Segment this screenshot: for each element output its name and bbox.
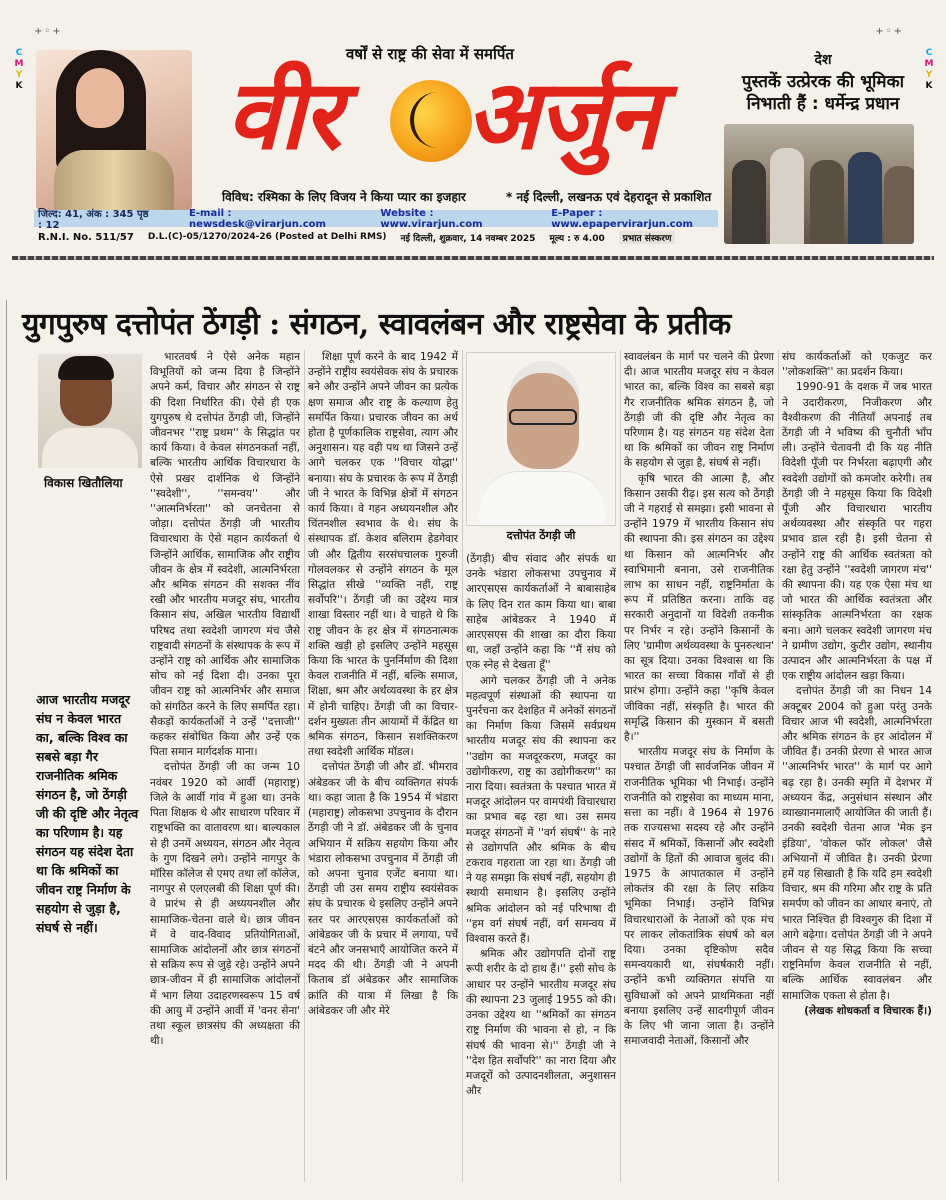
archer-emblem-icon	[390, 80, 472, 162]
masthead-divider	[12, 256, 934, 260]
publication-cities: * नई दिल्ली, लखनऊ एवं देहरादून से प्रकाशित	[506, 190, 712, 204]
issue-number: जिल्द: 41, अंक : 345 पृष्ठ : 12	[38, 209, 149, 231]
article-column-3	[466, 552, 616, 1185]
paragraph: दत्तोपंत ठेंगड़ी जी और डॉ. भीमराव अंबेडकर जी के बीच व्यक्तिगत संपर्क था। कहा जाता है कि 1954 में भंडारा (महाराष्ट्र) लोकसभा उपचुनाव के दौरान ठेंगड़ी जी ने डॉ. अंबेडकर जी के चुनाव अभियान में सक्रिय सहयोग किया और भंडारा लोकसभा उपचुनाव में ठेंगड़ी जी को अपना चुनाव एजेंट बनाया था। ठेंगड़ी जी उस समय राष्ट्रीय स्वयंसेवक संघ के प्रचारक थे इसलिए उन्होंने अपने स्तर पर आरएसएस कार्यकर्ताओं को आंबेडकर जी के प्रचार में लगाया, पर्चे बंटने और जनसभाएँ आयोजित करने में मदद की थी। ठेंगड़ी जी ने अपनी किताब डॉ अंबेडकर और सामाजिक क्रांति की यात्रा में लिखा है कि आंबेडकर जी और मेरे	[308, 761, 458, 1017]
paragraph: भारतीय मजदूर संघ के निर्माण के पश्चात ठेंगड़ी जी सार्वजनिक जीवन में राजनीतिक भूमिका भी निभाई। उन्होंने राजनीति को राष्ट्रसेवा का माध्यम माना, सत्ता का नहीं। वे 1964 से 1976 तक राज्यसभा सदस्य रहे और उन्होंने संसद में श्रमिकों, किसानों और स्वदेशी उद्योगों के हितों की आवाज बुलंद की। 1975 के आपातकाल में उन्होंने लोकतंत्र की रक्षा के लिए सक्रिय भूमिका निभाई। उन्होंने विभिन्न विचारधाराओं के नेताओं को एक मंच पर लाकर लोकतांत्रिक संघर्ष को बल दिया। उनका दृष्टिकोण सदैव समन्वयकारी था, संघर्षकारी नहीं। उन्होंने कभी व्यक्तिगत संपत्ति या सुविधाओं को अपने प्राथमिकता नहीं बनाया इसलिए उन्हें सादगीपूर्ण जीवन के लिए भी जाना जाता है। उन्होंने समाजवादी नेताओं, किसानों और	[624, 746, 774, 1048]
side-teaser[interactable]	[728, 50, 918, 115]
price: मूल्य : रु 4.00	[549, 233, 605, 244]
logo-word-veer: वीर	[226, 58, 340, 171]
paragraph: श्रमिक और उद्योगपति दोनों राष्ट्र रूपी शरीर के दो हाथ हैं।'' इसी सोच के आधार पर उन्होंने भारतीय मजदूर संघ की स्थापना 23 जुलाई 1955 को की। उनका उद्देश्य था ''श्रमिकों का संगठन राष्ट्र निर्माण की भावना से हो, न कि संघर्ष की भावना से।'' ठेंगड़ी जी ने ''देश हित सर्वोपरि'' का नारा दिया और मजदूरों को उत्पादनशीलता, अनुशासन और	[466, 948, 616, 1098]
article-column-2	[308, 350, 458, 1185]
cmyk-color-bar: C M Y K	[14, 48, 24, 91]
article-column-5	[782, 350, 932, 1185]
epaper-link[interactable]: E-Paper : www.epapervirarjun.com	[551, 207, 693, 230]
paragraph: स्वावलंबन के मार्ग पर चलने की प्रेरणा दी। आज भारतीय मजदूर संघ न केवल भारत का, बल्कि विश्व का सबसे बड़ा गैर राजनीतिक श्रमिक संगठन है, जो ठेंगड़ी जी की दृष्टि और नेतृत्व का परिणाम है। यह संगठन यह संदेश देता था कि श्रमिकों का जीवन राष्ट्र निर्माण के सहयोग से जुड़ा है, संघर्ष से नहीं।	[624, 351, 774, 470]
paragraph: दत्तोपंत ठेंगड़ी जी का निधन 14 अक्टूबर 2004 को हुआ परंतु उनके विचार आज भी स्वदेशी, आत्मनिर्भरता और श्रमिक संगठन के हर आंदोलन में जीवित हैं। उनकी प्रेरणा से भारत आज ''आत्मनिर्भर भारत'' के मार्ग पर आगे बढ़ रहा है। उनकी स्मृति में देशभर में अध्ययन केंद्र, अनुसंधान संस्थान और व्याख्यानमालाएँ आयोजित की जाती हैं। उनकी स्वदेशी चेतना आज 'मेक इन इंडिया', 'वोकल फॉर लोकल' जैसे अभियानों में जीवित है। उनकी प्रेरणा हमें यह सिखाती है कि यदि हम स्वदेशी विचार, श्रम की गरिमा और राष्ट्र के प्रति समर्पण को जीवन का आधार बनाएं, तो भारत निश्चित ही विश्वगुरु की दिशा में आगे बढ़ेगा। दत्तोपंत ठेंगड़ी जी ने अपने जीवन से यह सिद्ध किया कि सच्चा राष्ट्रनिर्माण केवल राजनीति से नहीं, बल्कि आर्थिक स्वावलंबन और सामाजिक एकता से होता है।	[782, 685, 932, 1002]
column-divider	[462, 350, 463, 1182]
side-teaser-photo[interactable]	[724, 124, 914, 244]
celebrity-teaser-caption[interactable]: विविध: रश्मिका के लिए विजय ने किया प्यार का इजहार	[222, 190, 466, 204]
rni-number: R.N.I. No. 511/57	[38, 231, 134, 243]
paragraph: दत्तोपंत ठेंगड़ी जी का जन्म 10 नवंबर 1920 को आर्वी (महाराष्ट्र) जिले के आर्वी गांव में हुआ था। उनके पिता शिक्षक थे और साधारण परिवार में राष्ट्रभक्ति का वातावरण था। बाल्यकाल से ही उनमें अध्ययन, संगठन और नेतृत्व के गुण दिखने लगे। उन्होंने नागपुर के मॉरिस कॉलेज से एमए तथा लॉ कॉलेज, नागपुर से एलएलबी की शिक्षा पूर्ण की। वे प्रारंभ से ही अध्ययनशील और सामाजिक-चेतना वाले थे। छात्र जीवन में वे वाद-विवाद प्रतियोगिताओं, सामाजिक आंदोलनों और छात्र संगठनों से सक्रिय रूप से जुड़े रहे। उन्होंने अपने छात्र-जीवन में ही सामाजिक आंदोलनों में भाग लिया उदाहरणस्वरूप 15 वर्ष की आयु में उन्होंने आर्वी में 'वनर सेना' तथा स्कूल छात्रसंघ की अध्यक्षता की थी।	[150, 761, 300, 1048]
paragraph: शिक्षा पूर्ण करने के बाद 1942 में उन्होंने राष्ट्रीय स्वयंसेवक संघ के प्रचारक बने और उन्होंने अपने जीवन का प्रत्येक क्षण समाज और राष्ट्र के कल्याण हेतु समर्पित किया। प्रचारक जीवन का अर्थ होता है पूर्णकालिक राष्ट्रसेवा, त्याग और अनुशासन। यह वही पथ था जिसने उन्हें आगे चलकर एक ''विचार योद्धा'' बनाया। संघ के प्रचारक के रूप में ठेंगड़ी जी ने भारत के विभिन्न क्षेत्रों में संगठन कार्य किया। वे गहन अध्ययनशील और चिंतनशील स्वभाव के थे। संघ के संस्थापक डॉ. केशव बलिराम हेडगेवार जी और द्वितीय सरसंघचालक गुरुजी गोलवलकर से उन्होंने संगठन के मूल सिद्धांत सीखे ''व्यक्ति नहीं, राष्ट्र सर्वोपरि''। ठेंगड़ी जी का उद्देश्य मात्र शाखा विस्तार नहीं था। वे चाहते थे कि राष्ट्र जीवन के हर क्षेत्र में संगठनात्मक शक्ति खड़ी हो इसलिए उन्होंने महसूस किया कि भारत के पुनर्निर्माण की दिशा केवल राजनीति में नहीं, बल्कि समाज, शिक्षा, श्रम और अर्थव्यवस्था के हर क्षेत्र में होनी चाहिए। ठेंगड़ी जी का विचार-दर्शन मुख्यतः तीन आयामों में केंद्रित था श्रमिक संगठन, किसान सशक्तिकरण तथा स्वदेशी आर्थिक मॉडल।	[308, 351, 458, 759]
cmyk-color-bar: C M Y K	[924, 48, 934, 91]
article-column-4	[624, 350, 774, 1185]
postal-registration: D.L.(C)-05/1270/2024-26 (Posted at Delhi RMS)	[147, 232, 387, 242]
masthead-tagline: वर्षों से राष्ट्र की सेवा में समर्पित	[346, 45, 514, 63]
article-column-1	[150, 350, 300, 1185]
pull-quote: आज भारतीय मजदूर संघ न केवल भारत का, बल्कि विश्व का सबसे बड़ा गैर राजनीतिक श्रमिक संगठन है, जो ठेंगड़ी जी की दृष्टि और नेतृत्व का परिणाम है। यह संगठन यह संदेश देता था कि श्रमिकों का जीवन राष्ट्र निर्माण के सहयोग से जुड़ा है, संघर्ष से नहीं।	[36, 692, 139, 935]
paragraph: कृषि भारत की आत्मा है, और किसान उसकी रीढ़। इस सत्य को ठेंगड़ी जी ने गहराई से समझा। इसी भावना से उन्होंने 1979 में भारतीय किसान संघ की स्थापना की। इस संगठन का उद्देश्य था किसान को आत्मनिर्भर और स्वाभिमानी बनाना, उसे राजनीतिक लाभ का साधन नहीं, राष्ट्रनिर्माता के रूप में प्रतिष्ठित करना। ताकि वह सरकारी अनुदानों या विदेशी तकनीक पर निर्भर न रहे। उन्होंने किसानों के लिए 'ग्रामीण अर्थव्यवस्था के पुनरुत्थान' का सूत्र दिया। उनका विश्वास था कि भारत का सच्चा विकास गाँवों से ही प्रारंभ होगा। उन्होंने कहा ''कृषि केवल जीविका नहीं, संस्कृति है। भारत की समृद्धि किसान की मुस्कान में बसती है।''	[624, 472, 774, 744]
paragraph: भारतवर्ष ने ऐसे अनेक महान विभूतियों को जन्म दिया है जिन्होंने अपने कर्म, विचार और संगठन से राष्ट्र की दिशा निर्धारित की। ऐसे ही एक युगपुरुष थे दत्तोपंत ठेंगड़ी जी, जिन्होंने जीवनभर ''राष्ट्र प्रथम'' के सिद्धांत पर कार्य किया। वे केवल संगठनकर्ता नहीं, बल्कि भारतीय आर्थिक विचारधारा के ऐसे प्रखर दार्शनिक थे जिन्होंने ''स्वदेशी'', ''समन्वय'' और ''आत्मनिर्भरता'' को जनचेतना से जोड़ा। दत्तोपंत ठेंगड़ी जी भारतीय विचारधारा के ऐसे महान कार्यकर्ता थे जिन्होंने आर्थिक, सामाजिक और राष्ट्रीय जीवन के क्षेत्र में स्वदेशी, आत्मनिर्भरता और श्रमिक संगठन की सशक्त नींव रखी और भारतीय मजदूर संघ, भारतीय किसान संघ, अखिल भारतीय विद्यार्थी परिषद तथा स्वदेशी जागरण मंच जैसे राष्ट्रवादी संगठनों के संस्थापक के रूप में उन्होंने राष्ट्र को आर्थिक और सामाजिक सोच को नई दिशा दी। उनका पूरा जीवन राष्ट्र को आत्मनिर्भर और समाज को संगठित करने के लिए समर्पित रहा। सैकड़ों कार्यकर्ताओं ने उन्हें ''दत्ताजी'' कहकर संबोधित किया और उन्हें एक पिता समान मार्गदर्शक माना।	[150, 351, 300, 759]
author-name: विकास खितौलिया	[44, 476, 123, 490]
registration-mark-icon: +◦+	[875, 26, 904, 37]
celebrity-teaser-photo[interactable]	[36, 50, 192, 210]
publication-date: नई दिल्ली, शुक्रवार, 14 नवम्बर 2025	[400, 233, 536, 244]
side-teaser-headline[interactable]: पुस्तकें उत्प्रेरक की भूमिका निभाती हैं : धर्मेन्द्र प्रधान	[741, 72, 905, 114]
paragraph: आगे चलकर ठेंगड़ी जी ने अनेक महत्वपूर्ण संस्थाओं की स्थापना या पुनर्रचना कर देशहित में अनेकों संगठनों का निर्माण किया जिसमें सर्वप्रथम भारतीय मजदूर संघ की स्थापना कर ''उद्योग का मजदूरकरण, मजदूर का उद्योगीकरण, राष्ट्र का उद्योगीकरण'' का नारा दिया। स्वतंत्रता के पश्चात भारत में मजदूर आंदोलन पर वामपंथी विचारधारा का प्रभाव बढ़ रहा था। उस समय मजदूर संगठनों में ''वर्ग संघर्ष'' के नारे से उद्योगपति और श्रमिक के बीच टकराव गहराता जा रहा था। ठेंगड़ी जी ने यह समझा कि संघर्ष नहीं, सहयोग ही स्थायी समाधान है। इसलिए उन्होंने श्रमिक आंदोलन को नई परिभाषा दी ''हम वर्ग संघर्ष नहीं, वर्ग समन्वय में विश्वास करते हैं।	[466, 674, 616, 946]
paragraph: संघ कार्यकर्ताओं को एकजुट कर ''लोकशक्ति'' का प्रदर्शन किया।	[782, 351, 932, 379]
contact-info-bar	[34, 207, 718, 231]
column-divider	[304, 350, 305, 1182]
email-link[interactable]: E-mail : newsdesk@virarjun.com	[189, 207, 326, 230]
masthead	[14, 26, 934, 248]
registration-bar	[34, 229, 718, 245]
registration-mark-icon: +◦+	[34, 26, 63, 37]
side-teaser-category: देश	[814, 52, 832, 68]
logo-word-arjun: अर्जुन	[466, 58, 658, 171]
author-note: (लेखक शोधकर्ता व विचारक हैं।)	[804, 1004, 932, 1017]
subject-portrait-photo	[466, 352, 616, 526]
newspaper-logo	[226, 60, 736, 180]
page-margin-rule	[6, 300, 12, 1180]
paragraph: (ठेंगड़ी) बीच संवाद और संपर्क था उनके भंडारा लोकसभा उपचुनाव में आरएसएस कार्यकर्ताओं ने बाबासाहेब के लिए दिन रात काम किया था। बाबा साहेब आंबेडकर ने 1940 में आरएसएस की शाखा का दौरा किया था, जहाँ उन्होंने कहा कि ''मैं संघ को एक स्नेह से देखता हूँ''	[466, 553, 616, 672]
photo-caption: दत्तोपंत ठेंगड़ी जी	[506, 529, 576, 542]
author-photo	[38, 354, 142, 468]
edition-label: प्रभात संस्करण	[619, 231, 676, 244]
column-divider	[620, 350, 621, 1182]
paragraph: 1990-91 के दशक में जब भारत ने उदारीकरण, निजीकरण और वैश्वीकरण की नीतियाँ अपनाई तब ठेंगड़ी जी ने भविष्य की चुनौती भाँप ली। उन्होंने चेतावनी दी कि यह नीति विदेशी पूँजी पर निर्भरता बढ़ाएगी और स्वदेशी उद्योगों को कमजोर करेगी। तब ठेंगड़ी जी ने महसूस किया कि विदेशी पूँजी और विचारधारा भारतीय अर्थव्यवस्था और संस्कृति पर गहरा प्रभाव डाल रही है। इसी चेतना से उन्होंने राष्ट्र की आर्थिक स्वतंत्रता को रक्षा हेतु उन्होंने ''स्वदेशी जागरण मंच'' की स्थापना की। यह एक ऐसा मंच था जो भारत की आर्थिक स्वतंत्रता और सांस्कृतिक आत्मनिर्भरता का रक्षक बना। आगे चलकर स्वदेशी जागरण मंच ने ग्रामीण उद्योग, कुटीर उद्योग, स्थानीय उत्पादन और आत्मनिर्भरता के पक्ष में एक राष्ट्रीय आंदोलन खड़ा किया।	[782, 381, 932, 683]
article-headline: युगपुरुष दत्तोपंत ठेंगड़ी : संगठन, स्वावलंबन और राष्ट्रसेवा के प्रतीक	[22, 307, 731, 342]
website-link[interactable]: Website : www.virarjun.com	[380, 207, 483, 230]
column-divider	[778, 350, 779, 1182]
